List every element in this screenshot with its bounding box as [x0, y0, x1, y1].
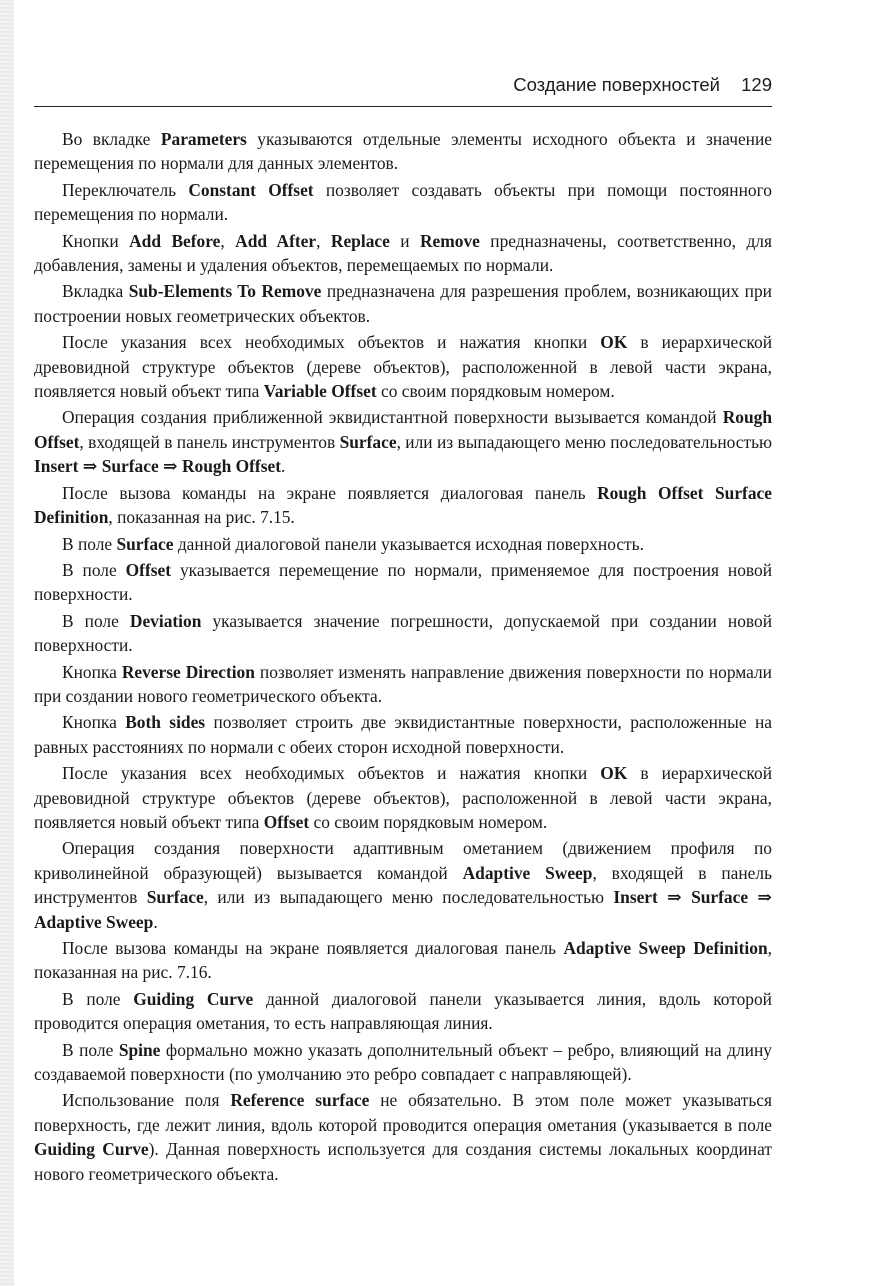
text-run: и — [389, 230, 420, 251]
bold-term: Offset — [263, 811, 310, 832]
text-run: , показанная на рис. 7.15. — [108, 507, 295, 528]
bold-term: Rough Offset — [34, 407, 772, 452]
text-run: данной диалоговой панели указывается исходная поверхность. — [173, 533, 644, 554]
bold-term: Replace — [330, 230, 390, 251]
paragraph — [34, 836, 772, 934]
text-run: Операция создания приближенной эквидистантной поверхности вызывается командой — [62, 407, 723, 428]
running-head — [34, 74, 772, 100]
text-run: не обязательно. В этом поле может указываться поверхность, где лежит линия, вдоль которой проводится операция ометания (указывается в поле — [34, 1090, 773, 1135]
text-run: Кнопка — [62, 712, 126, 733]
text-run: данной диалоговой панели указывается линия, вдоль которой проводится операция ометания, то есть направляющая линия. — [34, 988, 772, 1034]
text-run: . — [280, 456, 286, 477]
bold-term: Add After — [235, 230, 317, 251]
bold-term: Guiding Curve — [34, 1139, 149, 1160]
bold-term: Surface — [146, 887, 204, 908]
text-run: Кнопки — [62, 230, 130, 251]
text-run: позволяет создавать объекты при помощи постоянного перемещения по нормали. — [34, 179, 772, 225]
bold-term: Rough Offset Surface Definition — [34, 482, 772, 528]
text-run: указывается значение погрешности, допускаемой при создании новой поверхности. — [34, 610, 772, 656]
bold-term: Surface — [339, 431, 397, 452]
scan-edge-shadow — [0, 0, 14, 1286]
text-run: , входящей в панель инструментов — [79, 431, 340, 452]
bold-term: Remove — [420, 230, 480, 251]
paragraph — [34, 1038, 772, 1087]
bold-term: OK — [600, 763, 628, 784]
bold-term: Spine — [118, 1039, 161, 1060]
paragraph — [34, 987, 772, 1036]
text-run: , — [220, 230, 236, 251]
bold-term: Variable Offset — [263, 381, 377, 402]
paragraph — [34, 330, 772, 403]
text-run: После указания всех необходимых объектов и нажатия кнопки — [62, 763, 601, 784]
text-run: Операция создания поверхности адаптивным ометанием (движением профиля по криволинейной образующей) вызывается командой — [34, 838, 772, 883]
bold-term: Reference surface — [230, 1090, 370, 1111]
text-run: предназначены, соответственно, для добавления, замены и удаления объектов, перемещаемых по нормали. — [34, 230, 772, 276]
text-run: , или из выпадающего меню последовательностью — [396, 431, 772, 452]
bold-term: Parameters — [160, 129, 247, 149]
paragraph — [34, 558, 772, 607]
text-run: Использование поля — [62, 1090, 231, 1111]
bold-term: Sub-Elements To Remove — [128, 281, 322, 302]
text-run: Вкладка — [62, 281, 129, 302]
text-run: формально можно указать дополнительный объект – ребро, влияющий на длину создаваемой поверхности (по умолчанию это ребро совпадает с направляющей). — [34, 1039, 772, 1085]
paragraph — [34, 660, 772, 709]
paragraph — [34, 405, 772, 478]
text-run: Кнопка — [62, 661, 122, 682]
text-run: В поле — [62, 1039, 119, 1060]
paragraph — [34, 127, 772, 176]
text-run: В поле — [62, 533, 117, 554]
text-run: указываются отдельные элементы исходного объекта и значение перемещения по нормали для данных элементов. — [34, 129, 772, 174]
text-run: предназначена для разрешения проблем, возникающих при построении новых геометрических объектов. — [34, 281, 772, 326]
text-run: В поле — [62, 559, 126, 580]
page-number: 129 — [741, 74, 772, 95]
bold-term: Reverse Direction — [121, 661, 255, 682]
text-run: со своим порядковым номером. — [309, 811, 548, 832]
bold-term: Offset — [125, 559, 172, 580]
bold-term: Insert ⇒ Surface ⇒ Adaptive Sweep — [34, 887, 772, 932]
text-run: В поле — [62, 610, 130, 631]
bold-term: Both sides — [125, 712, 206, 733]
bold-term: Deviation — [129, 610, 202, 631]
text-run: указывается перемещение по нормали, применяемое для построения новой поверхности. — [34, 559, 772, 605]
text-run: . — [153, 911, 158, 932]
bold-term: Surface — [116, 533, 174, 554]
text-run: , или из выпадающего меню последовательностью — [203, 887, 614, 908]
bold-term: OK — [600, 332, 628, 353]
paragraph — [34, 609, 772, 658]
text-run: , — [316, 230, 331, 251]
bold-term: Insert ⇒ Surface ⇒ Rough Offset — [34, 456, 281, 477]
bold-term: Guiding Curve — [133, 988, 254, 1009]
body-text — [34, 127, 772, 1188]
paragraph — [34, 936, 772, 985]
paragraph — [34, 532, 772, 556]
text-run: ). Данная поверхность используется для создания системы локальных координат нового геометрического объекта. — [34, 1139, 772, 1184]
bold-term: Adaptive Sweep Definition — [563, 938, 768, 958]
bold-term: Adaptive Sweep — [462, 862, 593, 883]
text-run: , входящей в панель инструментов — [34, 862, 772, 908]
text-run: После вызова команды на экране появляется диалоговая панель — [62, 482, 598, 503]
paragraph — [34, 279, 772, 328]
paragraph — [34, 710, 772, 759]
text-run: Во вкладке — [62, 129, 161, 149]
section-title: Создание поверхностей — [513, 74, 720, 95]
paragraph — [34, 1088, 772, 1186]
paragraph — [34, 229, 772, 278]
paragraph — [34, 178, 772, 227]
text-run: в иерархической древовидной структуре объектов (дереве объектов), расположенной в левой части экрана, появляется новый объект типа — [34, 332, 773, 402]
text-run: Переключатель — [62, 179, 189, 200]
bold-term: Constant Offset — [188, 179, 314, 200]
header-rule — [34, 106, 772, 107]
text-run: После вызова команды на экране появляется диалоговая панель — [62, 938, 564, 958]
paragraph — [34, 481, 772, 530]
text-run: со своим порядковым номером. — [376, 381, 615, 402]
text-run: , показанная на рис. 7.16. — [34, 938, 772, 983]
text-run: позволяет строить две эквидистантные поверхности, расположенные на равных расстояниях по нормали с обеих сторон исходной поверхности. — [34, 712, 772, 757]
paragraph — [34, 761, 772, 834]
text-run: После указания всех необходимых объектов и нажатия кнопки — [62, 332, 601, 353]
text-run: В поле — [62, 988, 134, 1009]
bold-term: Add Before — [129, 230, 221, 251]
text-run: в иерархической древовидной структуре объектов (дереве объектов), расположенной в левой части экрана, появляется новый объект типа — [34, 763, 773, 832]
text-run: позволяет изменять направление движения поверхности по нормали при создании нового геометрического объекта. — [34, 661, 772, 706]
